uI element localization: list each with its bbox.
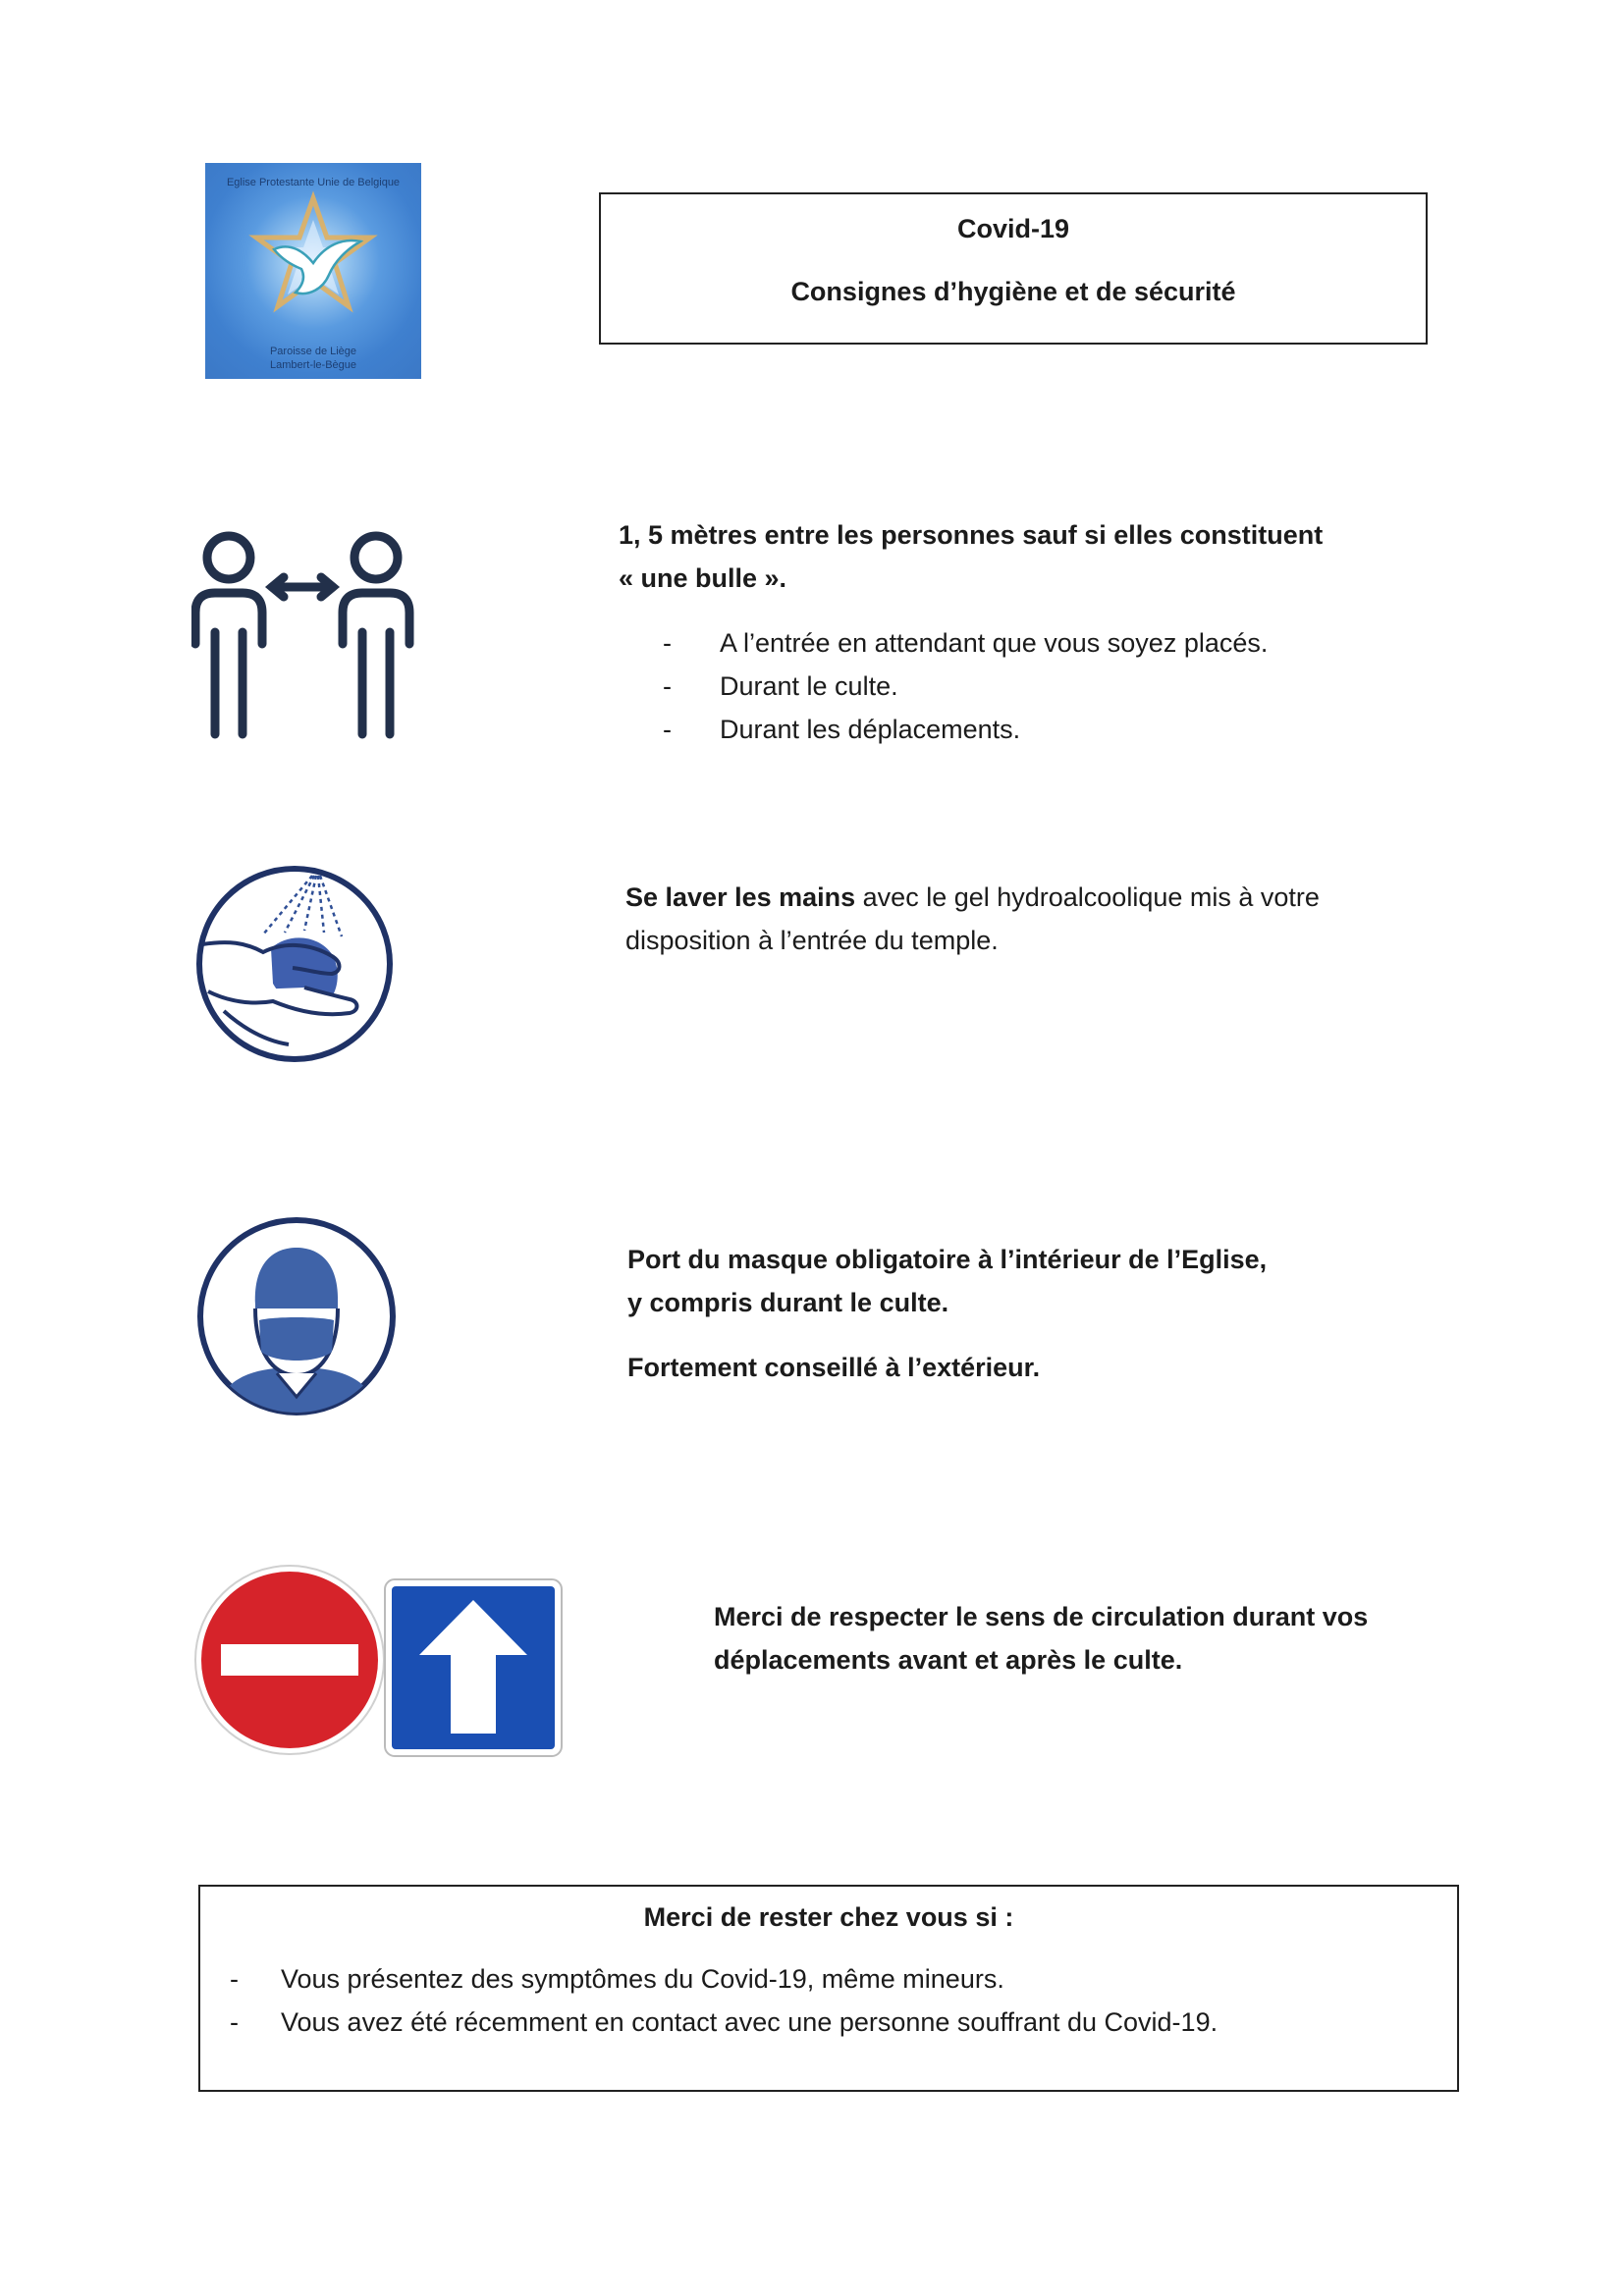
list-item: - Durant les déplacements. [663,708,1268,751]
circulation-line2: déplacements avant et après le culte. [714,1645,1183,1675]
mask-line2: y compris durant le culte. [627,1288,949,1317]
logo-bottom-line1: Paroisse de Liège [269,346,357,357]
face-mask-icon [194,1214,399,1418]
hands-rest: avec le gel hydroalcoolique mis à votre [855,882,1320,912]
hands-emphasis: Se laver les mains [625,882,856,912]
one-way-sign-icon [384,1578,563,1757]
title-instructions: Consignes d’hygiène et de sécurité [790,277,1236,306]
social-distance-icon [191,526,417,742]
mask-line3: Fortement conseillé à l’extérieur. [627,1353,1041,1382]
logo-top-text: Eglise Protestante Unie de Belgique [226,177,401,188]
no-entry-sign-icon [193,1564,386,1756]
stay-home-heading: Merci de rester chez vous si : [643,1902,1014,1932]
dove-star-icon [244,190,382,328]
list-item: - Durant le culte. [663,665,1268,708]
list-item: - Vous présentez des symptômes du Covid-19, même mineurs. [230,1957,1218,2001]
title-covid: Covid-19 [956,214,1070,243]
distance-list [663,621,1268,751]
distance-heading-line1: 1, 5 mètres entre les personnes sauf si elles constituent [619,520,1324,550]
hands-text-line2: disposition à l’entrée du temple. [625,926,999,955]
list-item: - A l’entrée en attendant que vous soyez placés. [663,621,1268,665]
stay-home-box [198,1885,1459,2092]
list-item: - Vous avez été récemment en contact avec une personne souffrant du Covid-19. [230,2001,1218,2044]
stay-home-list [230,1957,1218,2044]
logo-bottom-line2: Lambert-le-Bègue [269,359,357,371]
mask-line1: Port du masque obligatoire à l’intérieur de l’Eglise, [627,1245,1268,1274]
hands-text-line1 [625,876,1320,919]
hand-wash-icon [194,864,395,1064]
circulation-line1: Merci de respecter le sens de circulation durant vos [714,1602,1369,1631]
parish-logo [205,163,421,379]
distance-heading-line2: « une bulle ». [619,563,787,593]
title-box [599,192,1428,345]
